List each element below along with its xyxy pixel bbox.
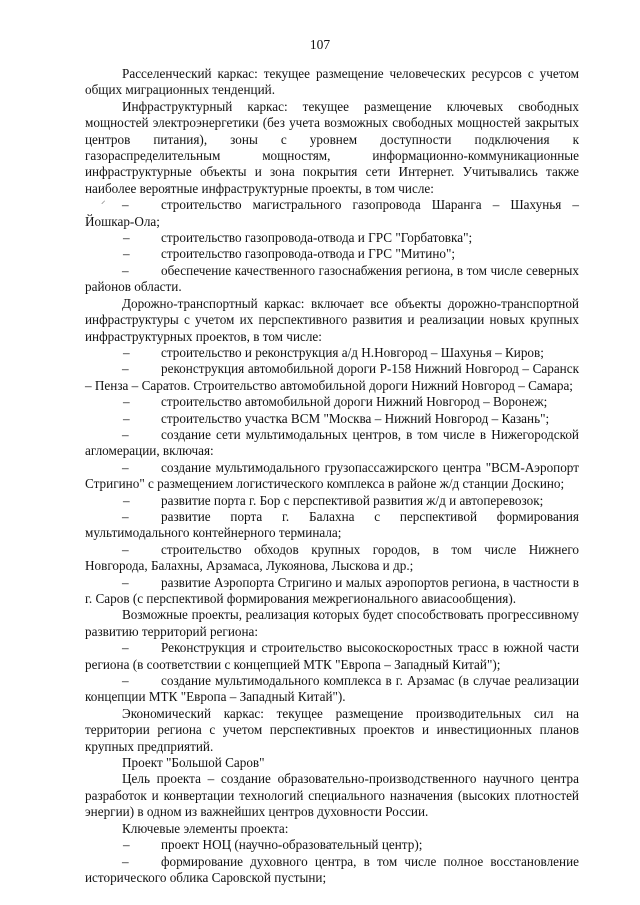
list-item-text: создание сети мультимодальных центров, в том числе в Нижегородской агломерации, включая:	[85, 426, 579, 459]
list-dash: –	[122, 197, 129, 213]
paragraph-economic-frame: Экономический каркас: текущее размещение производительных сил на территории региона с учетом перспективных проектов и инвестиционных планов крупных предприятий.	[85, 705, 579, 754]
paragraph-infrastructure-frame: Инфраструктурный каркас: текущее размещение ключевых свободных мощностей электроэнергетики (без учета возможных свободных мощностей закрытых центров питания), зоны с уровнем доступности подключения к газораспределительным мощностям, информационно-коммуникационные инфраструктурные объекты и зона покрытия сети Интернет. Учитывались также наиболее вероятные инфраструктурные проекты, в том числе:	[85, 98, 579, 196]
list-item-text: Реконструкция и строительство высокоскоростных трасс в южной части региона (в соответствии с концепцией МТК "Европа – Западный Китай");	[85, 640, 579, 672]
list-item	[85, 197, 579, 230]
list-item-text: развитие Аэропорта Стригино и малых аэропортов региона, в частности в г. Саров (с перспективой формирования межрегионального авиасообщения).	[85, 574, 579, 606]
page-content	[85, 66, 579, 886]
list-dash: –	[122, 508, 129, 524]
paragraph-transport-frame: Дорожно-транспортный каркас: включает все объекты дорожно-транспортной инфраструктуры с учетом их перспективного развития и реализации новых крупных инфраструктурных проектов, в том числе:	[85, 295, 579, 344]
list-dash: –	[122, 853, 129, 869]
list-item-text: проект НОЦ (научно-образовательный центр);	[161, 837, 423, 853]
list-item-text: строительство автомобильной дороги Нижний Новгород – Воронеж;	[161, 394, 548, 410]
list-dash: –	[122, 673, 129, 689]
list-dash: –	[122, 426, 129, 442]
project-heading: Проект "Большой Саров"	[122, 755, 265, 771]
list-dash: –	[122, 361, 129, 377]
list-item	[85, 837, 579, 853]
list-dash: –	[123, 246, 130, 262]
list-item-text: строительство магистрального газопровода Шаранга – Шахунья – Йошкар-Ола;	[85, 197, 579, 229]
list-item-text: строительство участка ВСМ "Москва – Нижний Новгород – Казань";	[161, 410, 550, 426]
list-dash: –	[123, 344, 130, 360]
page-number: 107	[309, 37, 331, 52]
list-item	[85, 345, 579, 361]
list-item	[85, 854, 579, 887]
list-dash: –	[123, 230, 130, 246]
list-dash: –	[123, 410, 130, 426]
list-item	[85, 509, 579, 542]
list-dash: –	[123, 394, 130, 410]
list-dash: –	[122, 459, 129, 475]
list-dash: –	[123, 492, 130, 508]
list-dash: –	[122, 262, 129, 278]
list-item	[85, 673, 579, 706]
list-item-text: строительство и реконструкция а/д Н.Новгород – Шахунья – Киров;	[161, 344, 544, 360]
list-dash: –	[123, 837, 130, 853]
paragraph-project-goal: Цель проекта – создание образовательно-производственного научного центра разработок и конвертации технологий специального назначения (высоких плотностей энергии) в одном из важнейших центров духовности России.	[85, 771, 579, 820]
list-item	[85, 460, 579, 493]
scan-speck-mark: ⸍	[101, 200, 106, 210]
list-item	[85, 263, 579, 296]
list-item	[85, 411, 579, 427]
list-item-text: строительство газопровода-отвода и ГРС "Митино";	[161, 246, 456, 262]
list-item-text: реконструкция автомобильной дороги Р-158 Нижний Новгород – Саранск – Пенза – Саратов. Строительство автомобильной дороги Нижний Новгород – Самара;	[85, 361, 579, 393]
list-item-text: строительство обходов крупных городов, в том числе Нижнего Новгорода, Балахны, Арзамаса, Лукоянова, Лыскова и др.;	[85, 541, 579, 574]
list-item-text: развитие порта г. Бор с перспективой развития ж/д и автоперевозок;	[161, 492, 544, 508]
list-item-text: развитие порта г. Балахна с перспективой формирования мультимодального контейнерного терминала;	[85, 508, 579, 541]
paragraph-possible-projects: Возможные проекты, реализация которых будет способствовать прогрессивному развитию территорий региона:	[85, 607, 579, 639]
list-item	[85, 640, 579, 673]
paragraph-settlement-frame: Расселенческий каркас: текущее размещение человеческих ресурсов с учетом общих миграционных тенденций.	[85, 66, 579, 98]
list-item	[85, 394, 579, 410]
list-item-text: создание мультимодального грузопассажирского центра "ВСМ-Аэропорт Стригино" с размещением логистического комплекса в районе ж/д станции Доскино;	[85, 459, 579, 492]
list-dash: –	[122, 640, 129, 656]
list-item	[85, 493, 579, 509]
list-dash: –	[122, 574, 129, 590]
list-item-text: формирование духовного центра, в том числе полное восстановление исторического облика Саровской пустыни;	[85, 853, 579, 885]
list-item	[85, 542, 579, 575]
list-item	[85, 361, 579, 394]
paragraph-key-elements: Ключевые элементы проекта:	[122, 820, 289, 836]
list-item-text: создание мультимодального комплекса в г. Арзамас (в случае реализации концепции МТК "Европа – Западный Китай").	[85, 673, 579, 705]
list-dash: –	[122, 541, 129, 557]
list-item	[85, 246, 579, 262]
list-item	[85, 575, 579, 608]
list-item-text: обеспечение качественного газоснабжения региона, в том числе северных районов области.	[85, 262, 579, 295]
list-item-text: строительство газопровода-отвода и ГРС "Горбатовка";	[161, 230, 473, 246]
list-item	[85, 427, 579, 460]
list-item	[85, 230, 579, 246]
